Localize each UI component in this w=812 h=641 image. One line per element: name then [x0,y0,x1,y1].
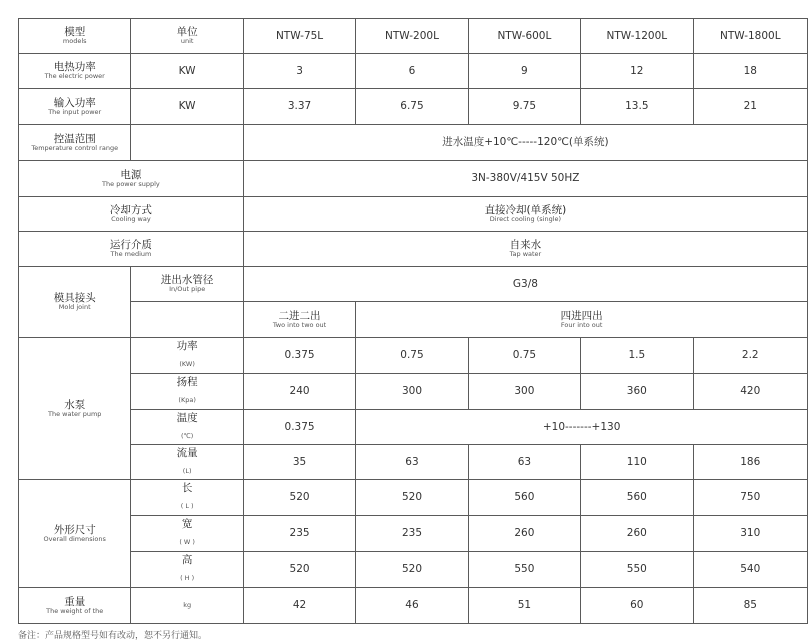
unit-cell: kg [131,588,243,624]
value-cell: 520 [356,480,468,516]
row-label: 控温范围 Temperature control range [19,125,131,161]
value-cell: 540 [693,552,807,588]
value-cell: 13.5 [581,89,693,125]
row-label: 运行介质 The medium [19,232,244,267]
model-name: NTW-1800L [693,19,807,54]
model-name: NTW-75L [243,19,355,54]
row-label: 模具接头 Mold joint [19,267,131,338]
empty-cell [131,125,243,161]
medium-row [19,232,808,267]
value-cell: 6.75 [356,89,468,125]
weight-row [19,588,808,624]
empty-cell [131,302,243,338]
value-cell: 360 [581,374,693,410]
value-cell: 3 [243,54,355,89]
merged-value: 3N-380V/415V 50HZ [243,161,807,197]
value-cell: 85 [693,588,807,624]
merged-value: +10-------+130 [356,410,808,445]
value-cell: 520 [243,480,355,516]
row-label: 电源 The power supply [19,161,244,197]
electric-power-row [19,54,808,89]
value-cell: 420 [693,374,807,410]
pump-head-row [19,374,808,410]
merged-value: 直接冷却(单系统) Direct cooling (single) [243,197,807,232]
value-cell: 0.75 [356,338,468,374]
value-cell: 0.375 [243,410,355,445]
model-name: NTW-200L [356,19,468,54]
value-cell: 520 [356,552,468,588]
merged-value: G3/8 [243,267,807,302]
header-row [19,19,808,54]
sub-label: 扬程 (Kpa) [131,374,243,410]
input-power-row [19,89,808,125]
model-name: NTW-1200L [581,19,693,54]
value-cell: 9 [468,54,580,89]
value-cell: 110 [581,445,693,480]
value-cell: 3.37 [243,89,355,125]
sub-label: 功率 (KW) [131,338,243,374]
value-cell: 60 [581,588,693,624]
value-cell: 18 [693,54,807,89]
value-cell: 240 [243,374,355,410]
pump-temp-row [19,410,808,445]
pump-power-row [19,338,808,374]
value-cell: 42 [243,588,355,624]
value-cell: 2.2 [693,338,807,374]
model-header: 模型 models [19,19,131,54]
value-cell: 310 [693,516,807,552]
sub-label: 宽 ( W ) [131,516,243,552]
merged-value: 自来水 Tap water [243,232,807,267]
cooling-way-row [19,197,808,232]
value-cell: 0.75 [468,338,580,374]
temp-range-row [19,125,808,161]
value-cell: 6 [356,54,468,89]
row-label: 冷却方式 Cooling way [19,197,244,232]
dims-height-row [19,552,808,588]
value-cell: 63 [356,445,468,480]
spec-table [18,18,808,624]
value-cell: 560 [468,480,580,516]
dims-length-row [19,480,808,516]
model-name: NTW-600L [468,19,580,54]
mold-joint-ports-row [19,302,808,338]
sub-label: 流量 (L) [131,445,243,480]
value-cell: 300 [356,374,468,410]
mold-joint-row [19,267,808,302]
value-cell: 9.75 [468,89,580,125]
ports-two: 二进二出 Two into two out [243,302,355,338]
unit-cell: KW [131,54,243,89]
merged-value: 进水温度+10℃-----120℃(单系统) [243,125,807,161]
value-cell: 35 [243,445,355,480]
row-label: 电热功率 The electric power [19,54,131,89]
value-cell: 550 [468,552,580,588]
value-cell: 1.5 [581,338,693,374]
value-cell: 560 [581,480,693,516]
dims-width-row [19,516,808,552]
row-label: 输入功率 The input power [19,89,131,125]
value-cell: 12 [581,54,693,89]
value-cell: 0.375 [243,338,355,374]
value-cell: 520 [243,552,355,588]
footer-note: 备注：产品规格型号如有改动，恕不另行通知。 [18,631,208,641]
value-cell: 51 [468,588,580,624]
unit-header: 单位 unit [131,19,243,54]
value-cell: 46 [356,588,468,624]
unit-cell: KW [131,89,243,125]
sub-label: 温度 (℃) [131,410,243,445]
value-cell: 260 [468,516,580,552]
sub-label: 进出水管径 In/Out pipe [131,267,243,302]
value-cell: 550 [581,552,693,588]
value-cell: 750 [693,480,807,516]
value-cell: 186 [693,445,807,480]
value-cell: 235 [243,516,355,552]
value-cell: 300 [468,374,580,410]
row-label: 外形尺寸 Overall dimensions [19,480,131,588]
row-label: 水泵 The water pump [19,338,131,480]
power-supply-row [19,161,808,197]
row-label: 重量 The weight of the [19,588,131,624]
ports-four: 四进四出 Four into out [356,302,808,338]
value-cell: 21 [693,89,807,125]
sub-label: 高 ( H ) [131,552,243,588]
value-cell: 235 [356,516,468,552]
value-cell: 260 [581,516,693,552]
pump-flow-row [19,445,808,480]
sub-label: 长 ( L ) [131,480,243,516]
value-cell: 63 [468,445,580,480]
